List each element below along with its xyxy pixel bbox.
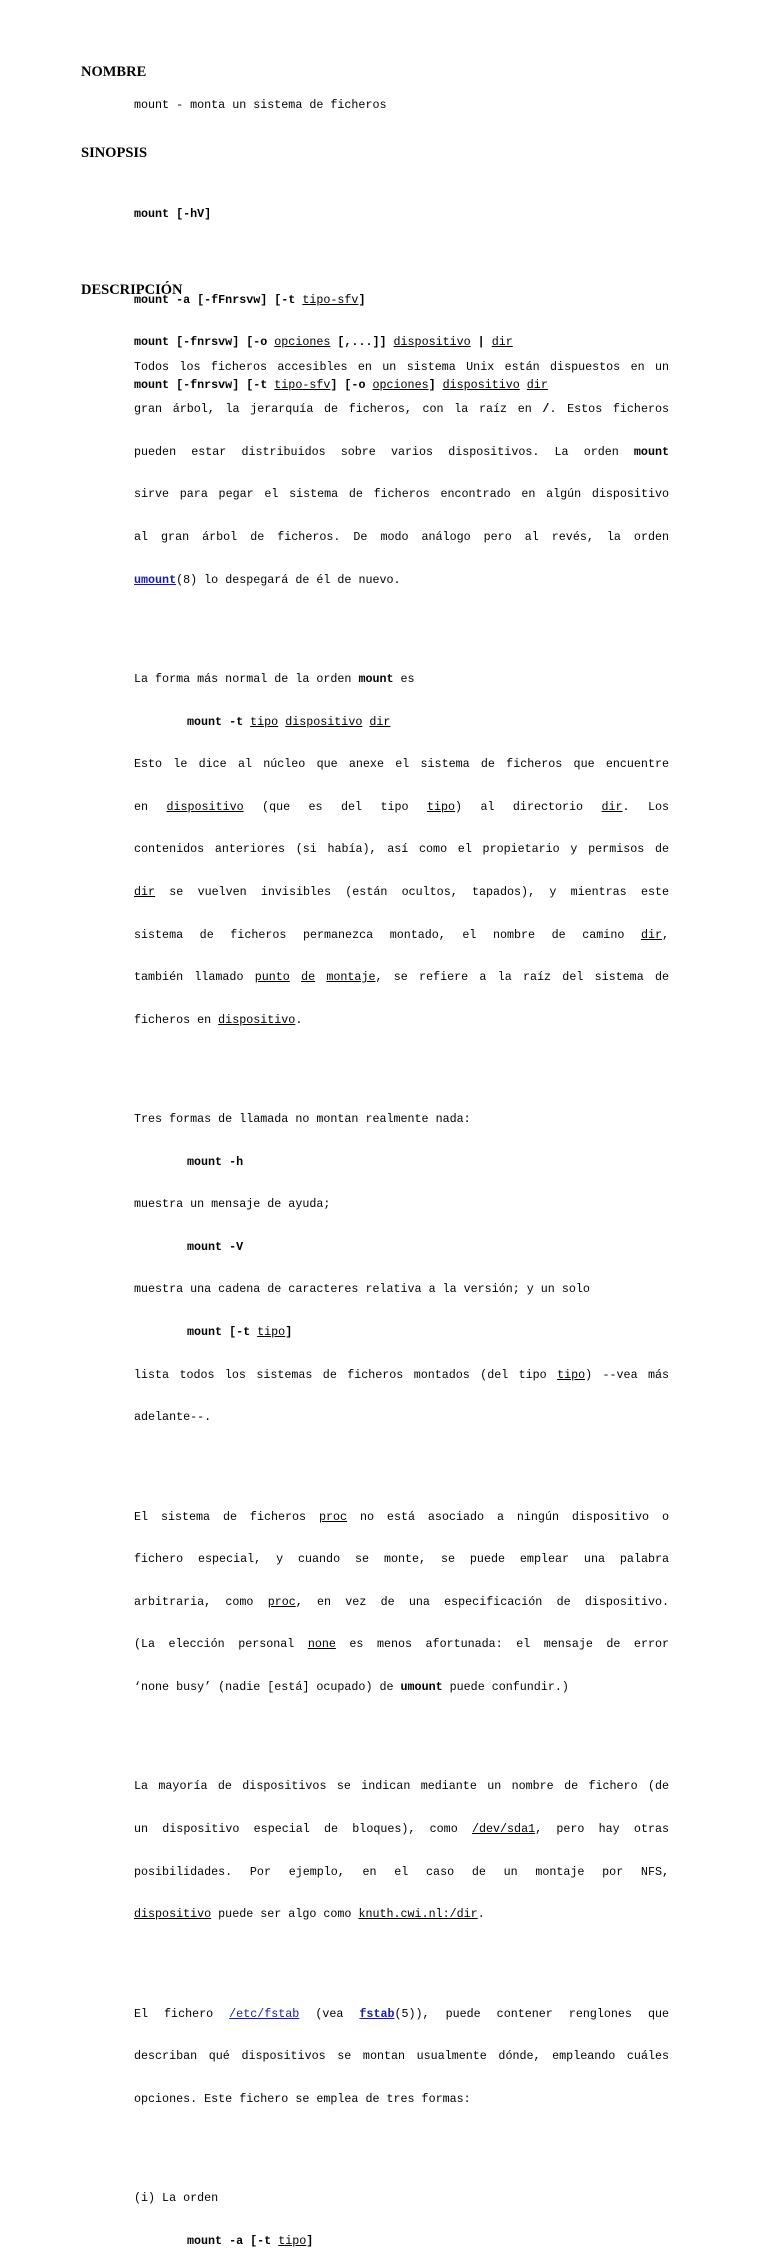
desc-p6-line: describan qué dispositivos se montan usualmente dónde, empleando cuáles xyxy=(134,2049,669,2064)
desc-p1-line: pueden estar distribuidos sobre varios dispositivos. La orden mount xyxy=(134,444,669,459)
desc-p1-line: gran árbol, la jerarquía de ficheros, con la raíz en /. Estos ficheros xyxy=(134,402,669,417)
desc-p4-line: (La elección personal none es menos afortunada: el mensaje de error xyxy=(134,1637,669,1652)
description-body xyxy=(134,317,669,2262)
heading-nombre: NOMBRE xyxy=(81,64,147,80)
desc-p4-line: El sistema de ficheros proc no está asociado a ningún dispositivo o xyxy=(134,1509,669,1524)
desc-p3-line: mount -h xyxy=(187,1154,244,1169)
desc-p5-line: posibilidades. Por ejemplo, en el caso de un montaje por NFS, xyxy=(134,1864,669,1879)
nombre-text: mount - monta un sistema de ficheros xyxy=(134,98,387,112)
desc-p3-line: mount -V xyxy=(187,1239,244,1254)
desc-p2-line: sistema de ficheros permanezca montado, el nombre de camino dir, xyxy=(134,927,669,942)
desc-p1-line: sirve para pegar el sistema de ficheros encontrado en algún dispositivo xyxy=(134,487,669,502)
desc-p3-line: adelante--. xyxy=(134,1410,212,1425)
desc-p2-line: mount -t tipo dispositivo dir xyxy=(187,714,391,729)
synopsis-line-4: mount [-fnrsvw] [-t tipo-sfv] [-o opciones] dispositivo dir xyxy=(134,377,548,392)
desc-p7-line: (i) La orden xyxy=(134,2191,219,2206)
heading-sinopsis: SINOPSIS xyxy=(81,145,148,161)
desc-p6-line: opciones. Este fichero se emplea de tres formas: xyxy=(134,2091,471,2106)
desc-p4-line: arbitraria, como proc, en vez de una especificación de dispositivo. xyxy=(134,1594,669,1609)
etc-fstab-link[interactable]: /etc/fstab xyxy=(229,2006,300,2021)
desc-p2-line: en dispositivo (que es del tipo tipo) al directorio dir. Los xyxy=(134,799,670,814)
synopsis-line-3: mount [-fnrsvw] [-o opciones [,...]] dispositivo | dir xyxy=(134,335,513,350)
desc-p3-line: lista todos los sistemas de ficheros montados (del tipo tipo) --vea más xyxy=(134,1367,670,1382)
desc-p3-line: mount [-t tipo] xyxy=(187,1325,293,1340)
desc-p4-line: fichero especial, y cuando se monte, se puede emplear una palabra xyxy=(134,1552,669,1567)
desc-p3-line: muestra una cadena de caracteres relativa a la versión; y un solo xyxy=(134,1282,590,1297)
desc-p6-line: El fichero /etc/fstab (vea fstab(5)), puede contener renglones que xyxy=(134,2006,669,2021)
desc-p2-line: Esto le dice al núcleo que anexe el sistema de ficheros que encuentre xyxy=(134,757,669,772)
fstab-link[interactable]: fstab xyxy=(359,2006,395,2021)
desc-p2-line: ficheros en dispositivo. xyxy=(134,1012,303,1027)
desc-p3-line: Tres formas de llamada no montan realmente nada: xyxy=(134,1112,471,1127)
synopsis-line-2: mount -a [-fFnrsvw] [-t tipo-sfv] xyxy=(134,292,366,307)
heading-descripcion: DESCRIPCIÓN xyxy=(81,282,183,298)
desc-p2-line: dir se vuelven invisibles (están ocultos, tapados), y mientras este xyxy=(134,884,669,899)
desc-p2-line: La forma más normal de la orden mount es xyxy=(134,671,415,686)
desc-p1-line: Todos los ficheros accesibles en un sistema Unix están dispuestos en un xyxy=(134,359,669,374)
desc-p3-line: muestra un mensaje de ayuda; xyxy=(134,1197,331,1212)
desc-p2-line: también llamado punto de montaje, se refiere a la raíz del sistema de xyxy=(134,970,669,985)
desc-p5-line: un dispositivo especial de bloques), como /dev/sda1, pero hay otras xyxy=(134,1822,670,1837)
desc-p2-line: contenidos anteriores (si había), así como el propietario y permisos de xyxy=(134,842,669,857)
desc-p1-line: umount(8) lo despegará de él de nuevo. xyxy=(134,572,401,587)
umount-link[interactable]: umount xyxy=(134,572,177,587)
synopsis-line-1: mount [-hV] xyxy=(134,207,212,222)
desc-p4-line: ‘none busy’ (nadie [está] ocupado) de umount puede confundir.) xyxy=(134,1680,569,1695)
desc-p5-line: La mayoría de dispositivos se indican mediante un nombre de fichero (de xyxy=(134,1779,669,1794)
desc-p1-line: al gran árbol de ficheros. De modo análogo pero al revés, la orden xyxy=(134,529,669,544)
desc-p7-line: mount -a [-t tipo] xyxy=(187,2233,314,2248)
desc-p5-line: dispositivo puede ser algo como knuth.cwi.nl:/dir. xyxy=(134,1907,485,1922)
